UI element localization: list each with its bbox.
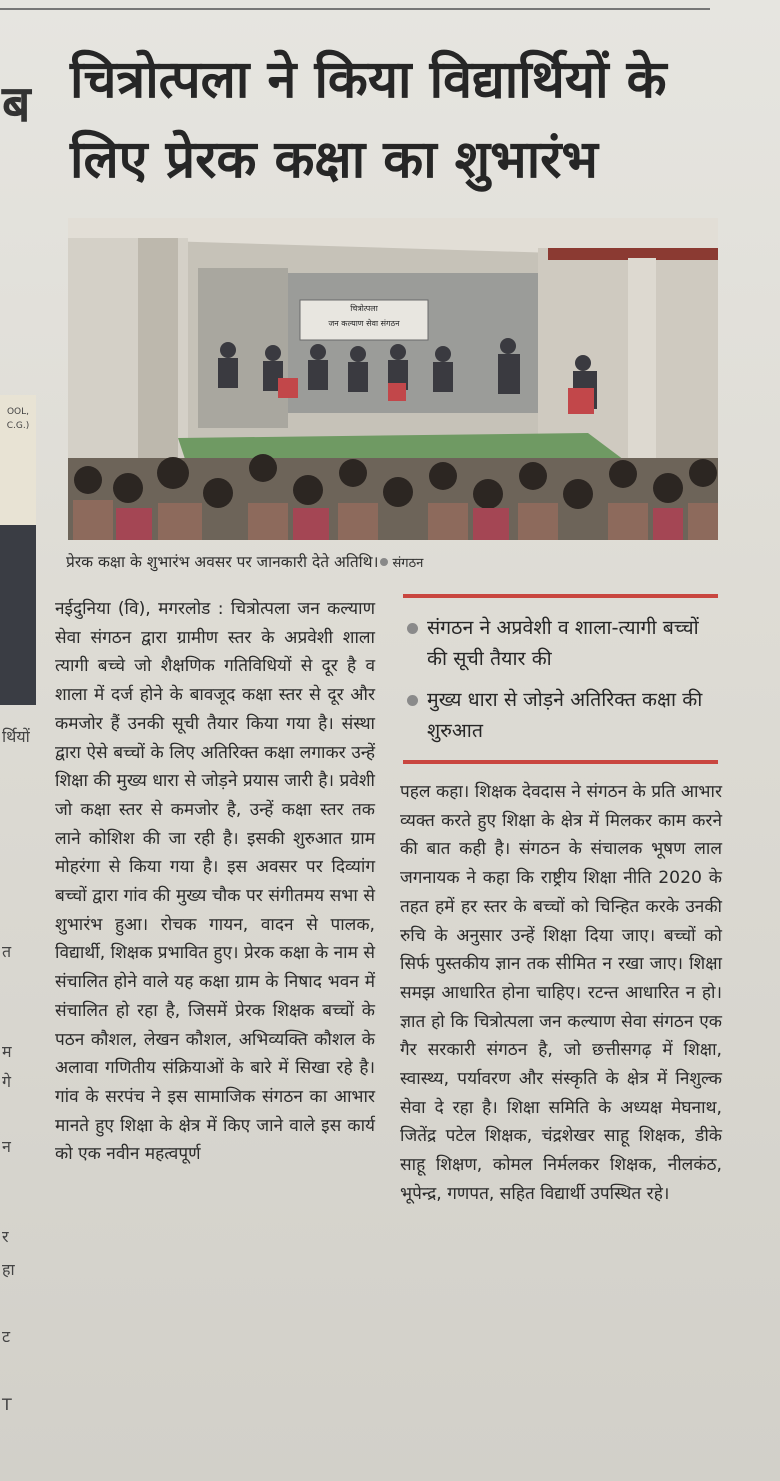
neighbor-column [0,0,40,1481]
article-paragraph: नईदुनिया (वि), मगरलोड : चित्रोत्पला जन कल्याण सेवा संगठन द्वारा ग्रामीण स्तर के अप्रवेशी शाला त्यागी बच्चे जो शैक्षणिक गतिविधियों से दूर है व शाला में दर्ज होने के बावजूद कक्षा स्तर से दूर और कमजोर हैं उनकी सूची तैयार किया गया है। संस्था द्वारा ऐसे बच्चों के लिए अतिरिक्त कक्षा लगाकर उन्हें शिक्षा की मुख्य धारा से जोड़ने प्रयास जारी है। प्रवेशी जो कक्षा स्तर से कमजोर है, उन्हें कक्षा स्तर तक लाने कोशिश की जा रही है। इसकी शुरुआत ग्राम मोहरंगा से किया गया है। इस अवसर पर दिव्यांग बच्चों द्वारा गांव की मुख्य चौक पर संगीतमय सभा से शुभारंभ हुआ। रोचक गायन, वादन से पालक, विद्यार्थी, शिक्षक प्रभावित हुए। प्रेरक कक्षा के नाम से संचालित होने वाले यह कक्षा ग्राम के निषाद भवन में संचालित हो रहा है, जिसमें प्रेरक शिक्षक बच्चों के पठन कौशल, लेखन कौशल, अभिव्यक्ति कौशल के अलावा गणितीय संक्रियाओं के बारे में सिखा रहे है। गांव के सरपंच ने इस सामाजिक संगठन का आभार मानते हुए शिक्षा के क्षेत्र में किए जाने वाले इस कार्य को एक नवीन महत्वपूर्ण [55,599,375,1165]
highlights-top-rule [403,594,718,598]
photo-caption-text: प्रेरक कक्षा के शुभारंभ अवसर पर जानकारी देते अतिथि। [66,553,379,571]
bullet-dot-icon [380,558,388,566]
highlight-item [403,612,718,678]
neighbor-ad-fragment [0,395,36,705]
bullet-dot-icon [407,623,418,634]
highlights-bottom-rule [403,760,718,764]
neighbor-fragment: र्थियों [2,727,30,746]
article-body-right [400,778,722,1209]
highlight-item [403,684,718,750]
neighbor-ad-text: OOL, C.G.) [0,395,36,525]
article-paragraph: पहल कहा। शिक्षक देवदास ने संगठन के प्रति आभार व्यक्त करते हुए शिक्षा के क्षेत्र में मिलकर काम करने की बात कही है। संगठन के संचालक भूषण लाल जगनायक ने कहा कि राष्ट्रीय शिक्षा नीति 2020 के तहत हमें हर स्तर के बच्चों को चिन्हित करके उनकी रुचि के अनुसार उन्हें शिक्षा दिया जाए। बच्चों को सिर्फ पुस्तकीय ज्ञान तक सीमित न रखा जाए। शिक्षा समझ आधारित होना चाहिए। रटन्त आधारित न हो। ज्ञात हो कि चित्रोत्पला जन कल्याण सेवा संगठन एक गैर सरकारी संगठन है, जो छत्तीसगढ़ में शिक्षा, स्वास्थ्य, पर्यावरण और संस्कृति के क्षेत्र में निशुल्क सेवा दे रहा है। शिक्षा समिति के अध्यक्ष मेघनाथ, जितेंद्र पटेल शिक्षक, चंद्रशेखर साहू शिक्षक, डीके साहू शिक्षण, कोमल निर्मलकर शिक्षक, नीलकंठ, भूपेन्द्र, गणपत, सहित विद्यार्थी उपस्थित रहे। [400,782,722,1204]
article-body-left [55,595,375,1169]
highlight-text: संगठन ने अप्रवेशी व शाला-त्यागी बच्चों की सूची तैयार की [427,616,699,670]
neighbor-fragment: र [2,1227,9,1246]
highlight-text: मुख्य धारा से जोड़ने अतिरिक्त कक्षा की शुरुआत [427,688,703,742]
neighbor-fragment: हा [2,1260,15,1279]
banner-main-text: जन कल्याण सेवा संगठन [328,319,400,328]
neighbor-fragment: गे [2,1072,12,1091]
article-headline: चित्रोत्पला ने किया विद्यार्थियों के लिए प्रेरक कक्षा का शुभारंभ [70,50,667,190]
highlights-box [403,594,718,766]
photo-caption [66,550,726,572]
neighbor-fragment: ट [2,1327,11,1346]
top-rule [0,8,710,10]
neighbor-fragment: न [2,1137,11,1156]
banner-top-text: चित्रोत्पला [350,304,378,313]
neighbor-fragment: T [2,1395,12,1414]
photo-credit: संगठन [392,556,424,571]
bullet-dot-icon [407,695,418,706]
neighbor-headline-letter: ब [2,75,31,133]
event-photo [68,218,718,540]
neighbor-fragment: म [2,1042,12,1061]
event-photo-illustration [68,218,718,540]
neighbor-fragment: त [2,942,12,961]
